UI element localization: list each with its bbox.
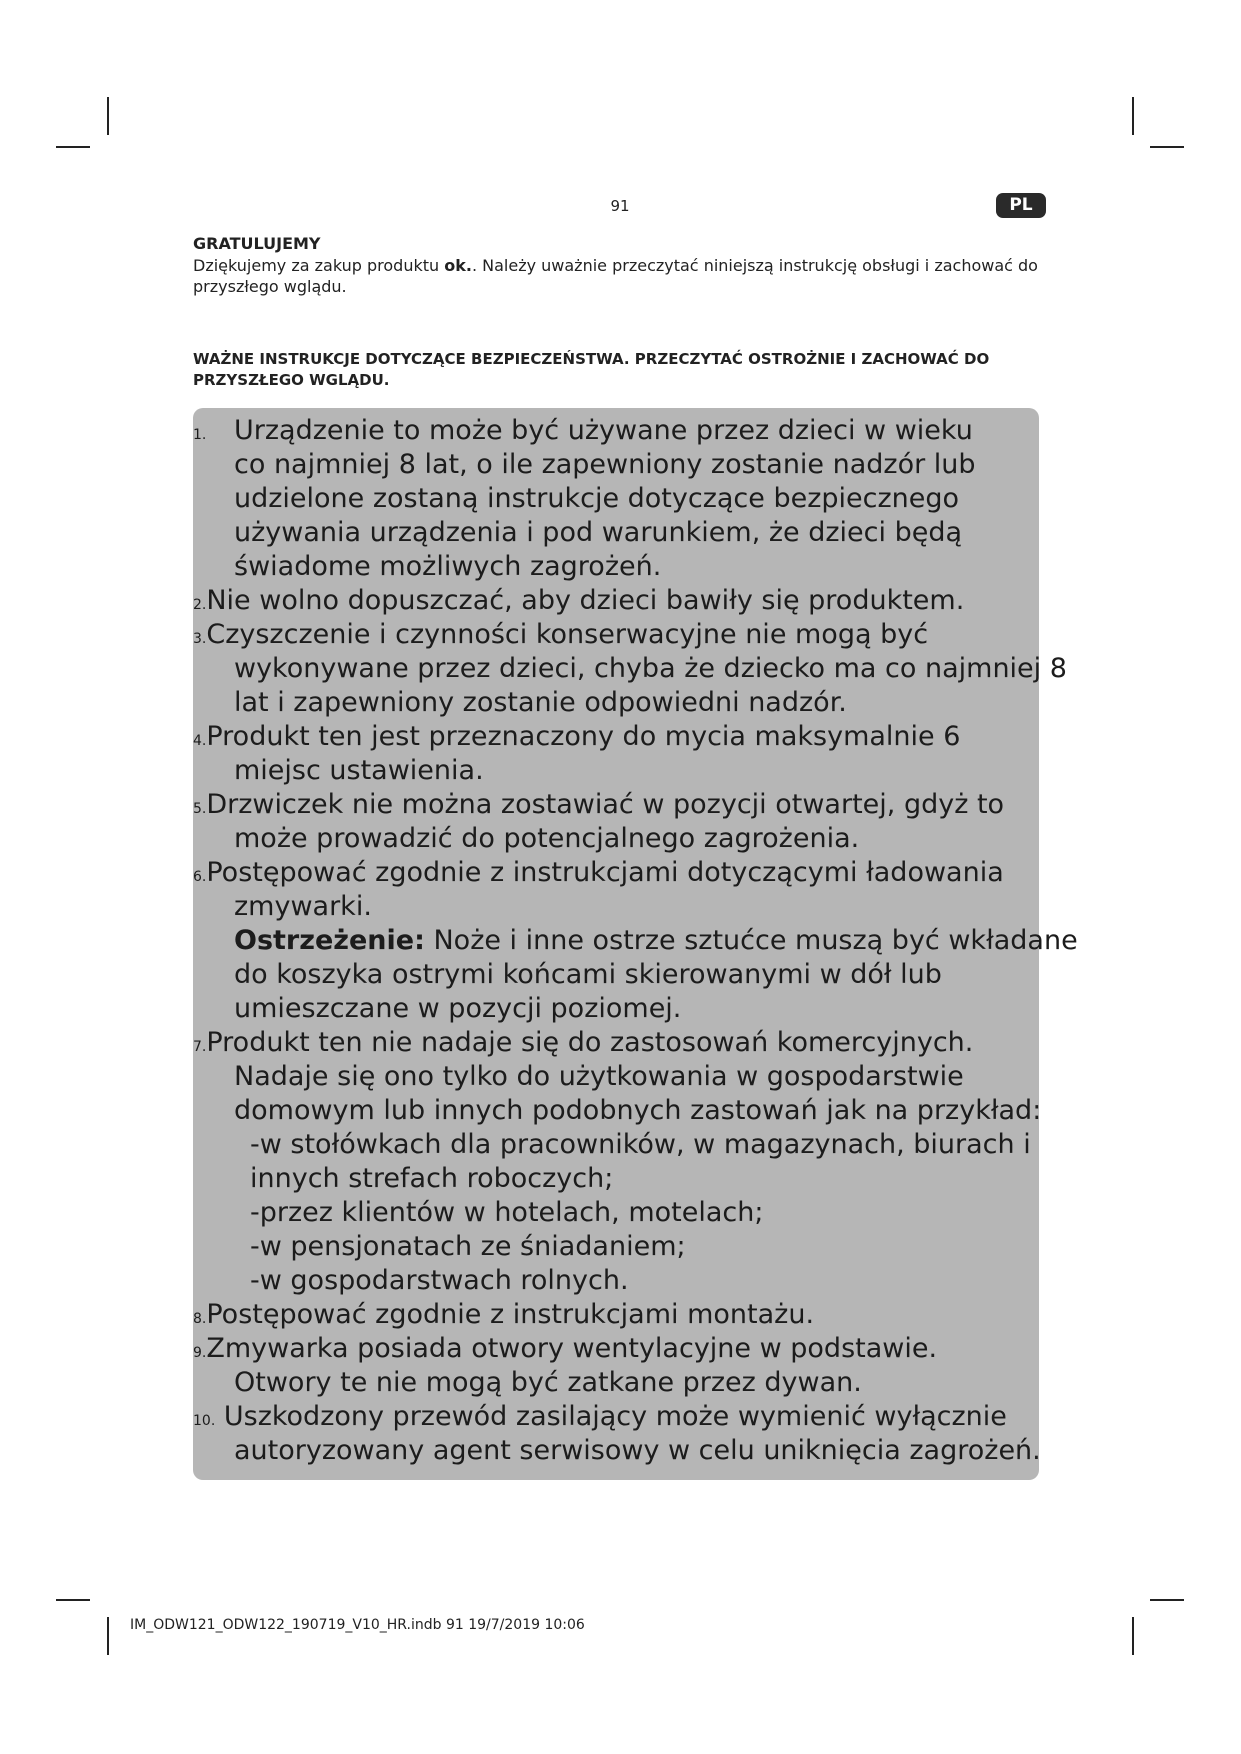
safety-line: wykonywane przez dzieci, chyba że dziecko ma co najmniej 8 (234, 653, 1067, 684)
intro-text-end: . Należy uważnie przeczytać niniejszą instrukcję obsługi i zachować do przyszłego wglądu. (193, 256, 1038, 296)
safety-line: może prowadzić do potencjalnego zagrożenia. (234, 823, 860, 854)
item-number: 9. (193, 1345, 207, 1361)
language-badge: PL (996, 193, 1046, 218)
safety-line: -w pensjonatach ze śniadaniem; (250, 1231, 686, 1262)
crop-mark (56, 1599, 90, 1601)
safety-line: 2.Nie wolno dopuszczać, aby dzieci bawiły się produktem. (193, 585, 965, 616)
brand-name: ok. (444, 256, 472, 275)
safety-line: 10. Uszkodzony przewód zasilający może wymienić wyłącznie (193, 1401, 1007, 1432)
intro-text (193, 255, 1043, 297)
safety-line: -przez klientów w hotelach, motelach; (250, 1197, 764, 1228)
crop-mark (1132, 97, 1134, 135)
item-number: 2. (193, 597, 207, 613)
safety-line: -w gospodarstwach rolnych. (250, 1265, 629, 1296)
print-footer-info: IM_ODW121_ODW122_190719_V10_HR.indb 91 19/7/2019 10:06 (130, 1617, 585, 1633)
safety-line: 8.Postępować zgodnie z instrukcjami montażu. (193, 1299, 815, 1330)
item-number: 5. (193, 801, 207, 817)
safety-heading: WAŻNE INSTRUKCJE DOTYCZĄCE BEZPIECZEŃSTWA. PRZECZYTAĆ OSTROŻNIE I ZACHOWAĆ DO PRZYSZŁEGO WGLĄDU. (193, 350, 990, 389)
crop-mark (56, 146, 90, 148)
safety-line: Ostrzeżenie: Noże i inne ostrze sztućce muszą być wkładane (234, 925, 1078, 956)
safety-line: 1. Urządzenie to może być używane przez dzieci w wieku (193, 415, 973, 446)
safety-line: zmywarki. (234, 891, 372, 922)
safety-line: co najmniej 8 lat, o ile zapewniony zostanie nadzór lub (234, 449, 976, 480)
safety-line: -w stołówkach dla pracowników, w magazynach, biurach i (250, 1129, 1031, 1160)
item-number: 4. (193, 733, 207, 749)
safety-line: 9.Zmywarka posiada otwory wentylacyjne w podstawie. (193, 1333, 938, 1364)
crop-mark (107, 97, 109, 135)
safety-line: Otwory te nie mogą być zatkane przez dywan. (234, 1367, 862, 1398)
safety-line: 6.Postępować zgodnie z instrukcjami dotyczącymi ładowania (193, 857, 1004, 888)
crop-mark (107, 1617, 109, 1655)
crop-mark (1150, 146, 1184, 148)
safety-line: domowym lub innych podobnych zastowań jak na przykład: (234, 1095, 1042, 1126)
warning-label: Ostrzeżenie: (234, 925, 425, 956)
item-number: 10. (193, 1413, 216, 1429)
safety-line: świadome możliwych zagrożeń. (234, 551, 662, 582)
item-number: 3. (193, 631, 207, 647)
safety-line: 5.Drzwiczek nie można zostawiać w pozycji otwartej, gdyż to (193, 789, 1005, 820)
item-number: 1. (193, 427, 207, 443)
safety-line: innych strefach roboczych; (250, 1163, 614, 1194)
intro-title: GRATULUJEMY (193, 234, 321, 253)
item-number: 6. (193, 869, 207, 885)
safety-line: lat i zapewniony zostanie odpowiedni nadzór. (234, 687, 847, 718)
safety-line: Nadaje się ono tylko do użytkowania w gospodarstwie (234, 1061, 964, 1092)
safety-line: umieszczane w pozycji poziomej. (234, 993, 682, 1024)
safety-line: 3.Czyszczenie i czynności konserwacyjne nie mogą być (193, 619, 929, 650)
page-number: 91 (610, 197, 630, 215)
safety-line: 4.Produkt ten jest przeznaczony do mycia maksymalnie 6 (193, 721, 961, 752)
safety-line: używania urządzenia i pod warunkiem, że dzieci będą (234, 517, 963, 548)
safety-line: miejsc ustawienia. (234, 755, 484, 786)
item-number: 7. (193, 1039, 207, 1055)
safety-line: udzielone zostaną instrukcje dotyczące bezpiecznego (234, 483, 960, 514)
safety-line: 7.Produkt ten nie nadaje się do zastosowań komercyjnych. (193, 1027, 974, 1058)
item-number: 8. (193, 1311, 207, 1327)
intro-text-start: Dziękujemy za zakup produktu (193, 256, 445, 275)
crop-mark (1150, 1599, 1184, 1601)
safety-line: autoryzowany agent serwisowy w celu uniknięcia zagrożeń. (234, 1435, 1041, 1466)
safety-line: do koszyka ostrymi końcami skierowanymi w dół lub (234, 959, 942, 990)
crop-mark (1132, 1617, 1134, 1655)
